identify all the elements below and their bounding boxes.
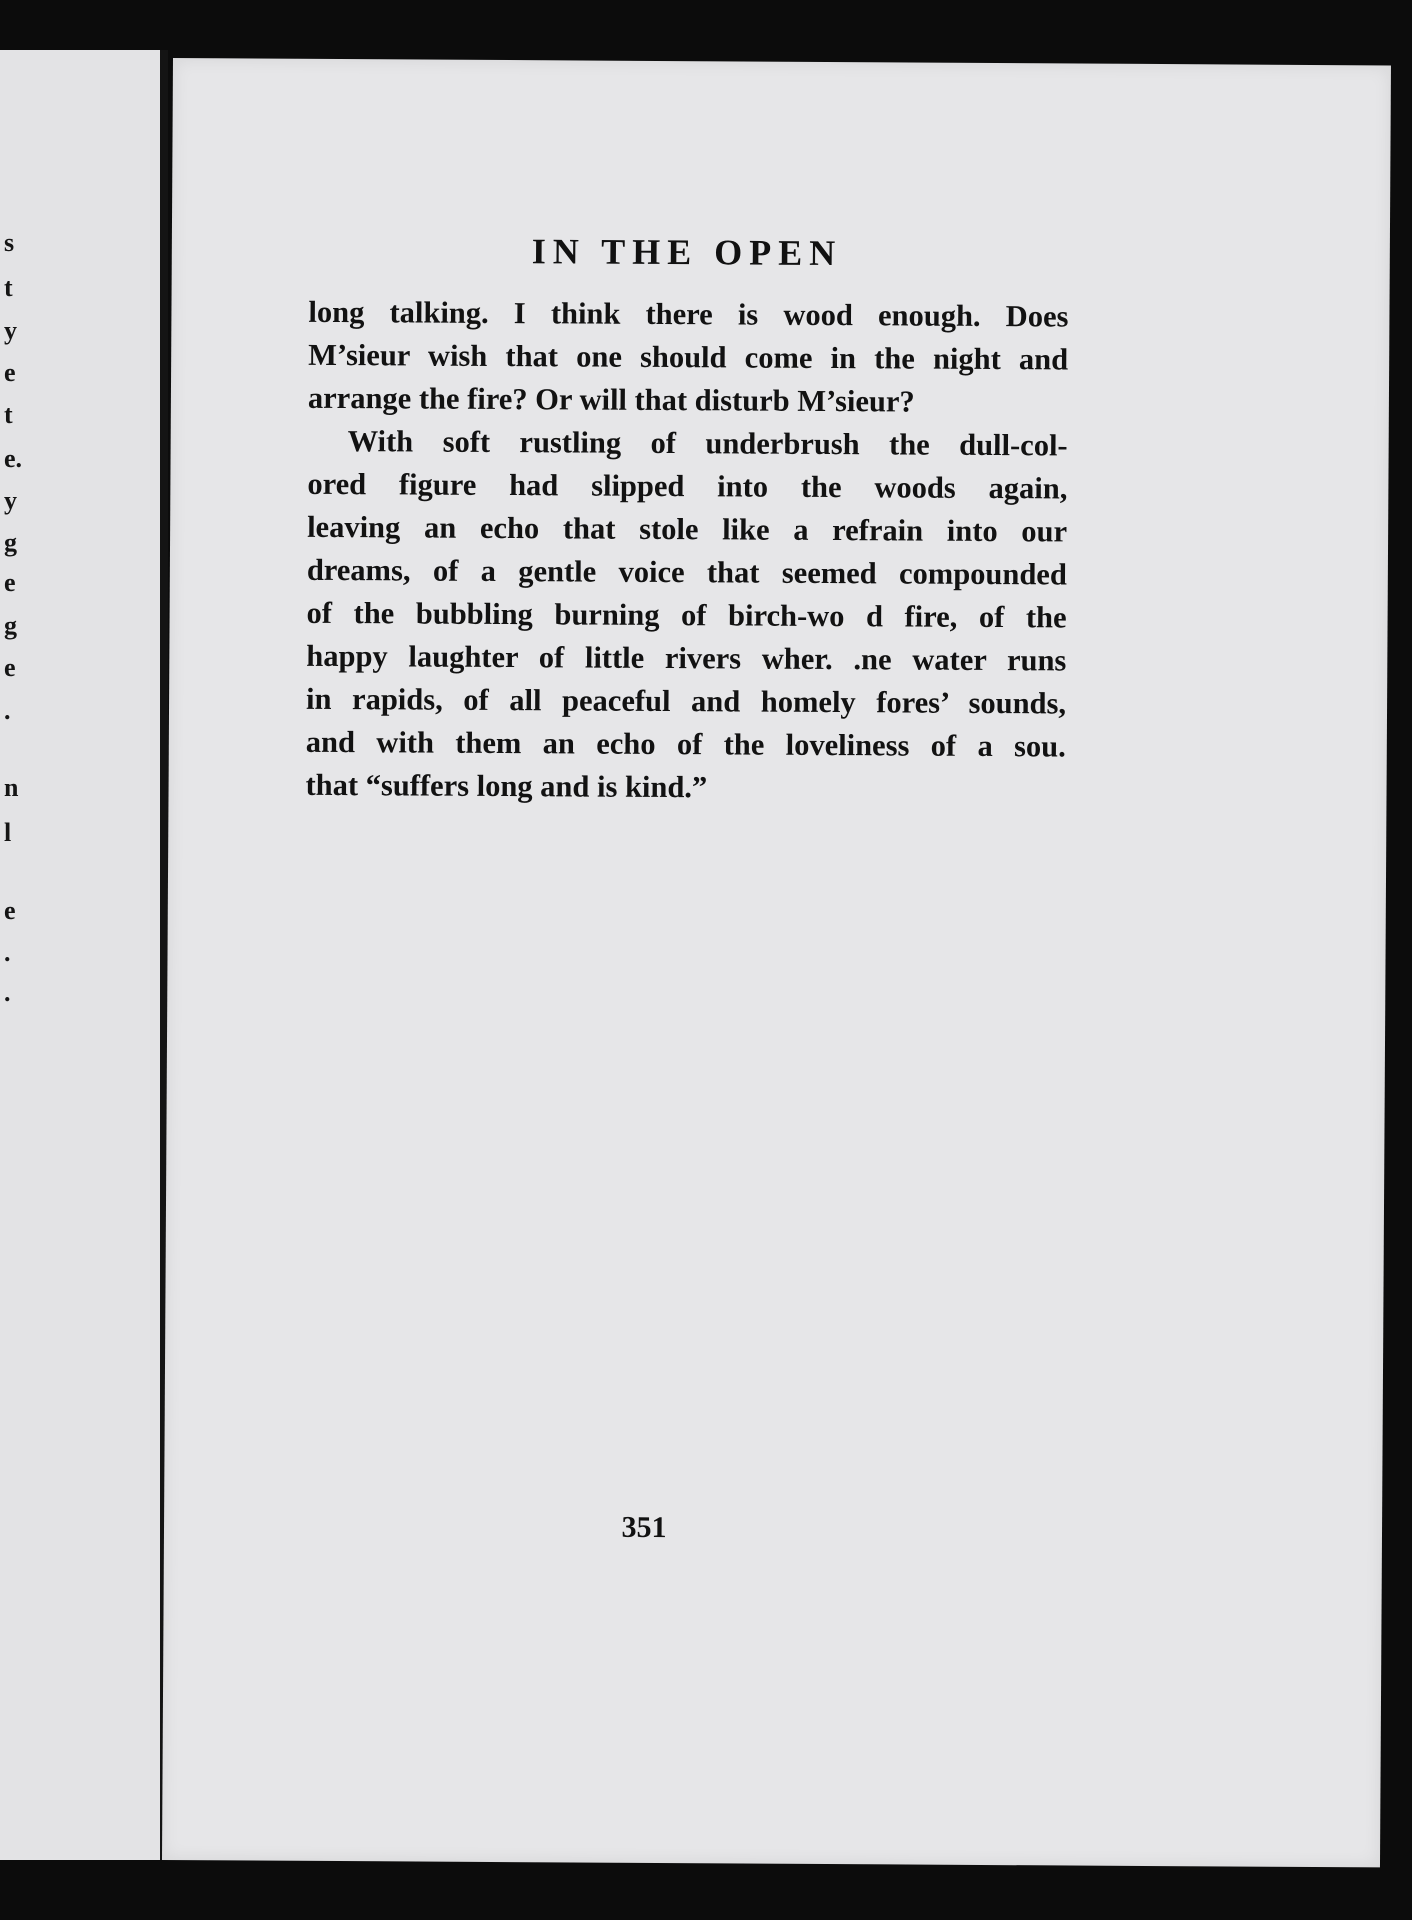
previous-page-fragment: g <box>4 611 17 640</box>
previous-page-fragment: e <box>4 568 16 597</box>
previous-page-fragment: s <box>4 228 15 257</box>
previous-page-fragment: . <box>4 938 11 967</box>
text-line: and with them an echo of the loveliness of a sou. <box>305 724 1066 764</box>
text-line: that “suffers long and is kind.” <box>305 767 708 805</box>
text-line: arrange the fire? Or will that disturb M’sieur? <box>307 380 915 419</box>
text-line: M’sieur wish that one should come in the night and <box>308 337 1069 377</box>
previous-page-fragment: e <box>4 653 16 682</box>
running-head: IN THE OPEN <box>531 231 843 274</box>
previous-page-edge <box>0 50 168 1860</box>
previous-page-fragment: l <box>4 818 12 847</box>
previous-page-fragment: y <box>4 316 17 345</box>
previous-page-fragment: e <box>4 358 16 387</box>
text-line: dreams, of a gentle voice that seemed compounded <box>306 552 1067 592</box>
book-page <box>162 58 1391 1867</box>
previous-page-fragment: e <box>4 896 16 925</box>
previous-page-fragment: . <box>4 696 11 725</box>
previous-page-fragment: . <box>4 978 11 1007</box>
text-line: happy laughter of little rivers wher. .ne water runs <box>306 638 1067 678</box>
previous-page-fragment: y <box>4 486 17 515</box>
body-text <box>305 291 1068 812</box>
previous-page-fragment: t <box>4 400 13 429</box>
text-line: long talking. I think there is wood enough. Does <box>308 294 1069 334</box>
text-line: ored figure had slipped into the woods again, <box>307 466 1068 506</box>
text-line: in rapids, of all peaceful and homely fores’ sounds, <box>305 681 1067 721</box>
text-line: of the bubbling burning of birch-wo d fire, of the <box>306 595 1067 635</box>
previous-page-fragment: n <box>4 773 19 802</box>
previous-page-fragment: g <box>4 528 17 557</box>
page-number: 351 <box>621 1510 667 1545</box>
previous-page-fragment: e. <box>4 444 23 473</box>
previous-page-fragment: t <box>4 273 13 302</box>
text-line: With soft rustling of underbrush the dull-col- <box>347 424 1068 463</box>
text-line: leaving an echo that stole like a refrain into our <box>307 509 1068 549</box>
